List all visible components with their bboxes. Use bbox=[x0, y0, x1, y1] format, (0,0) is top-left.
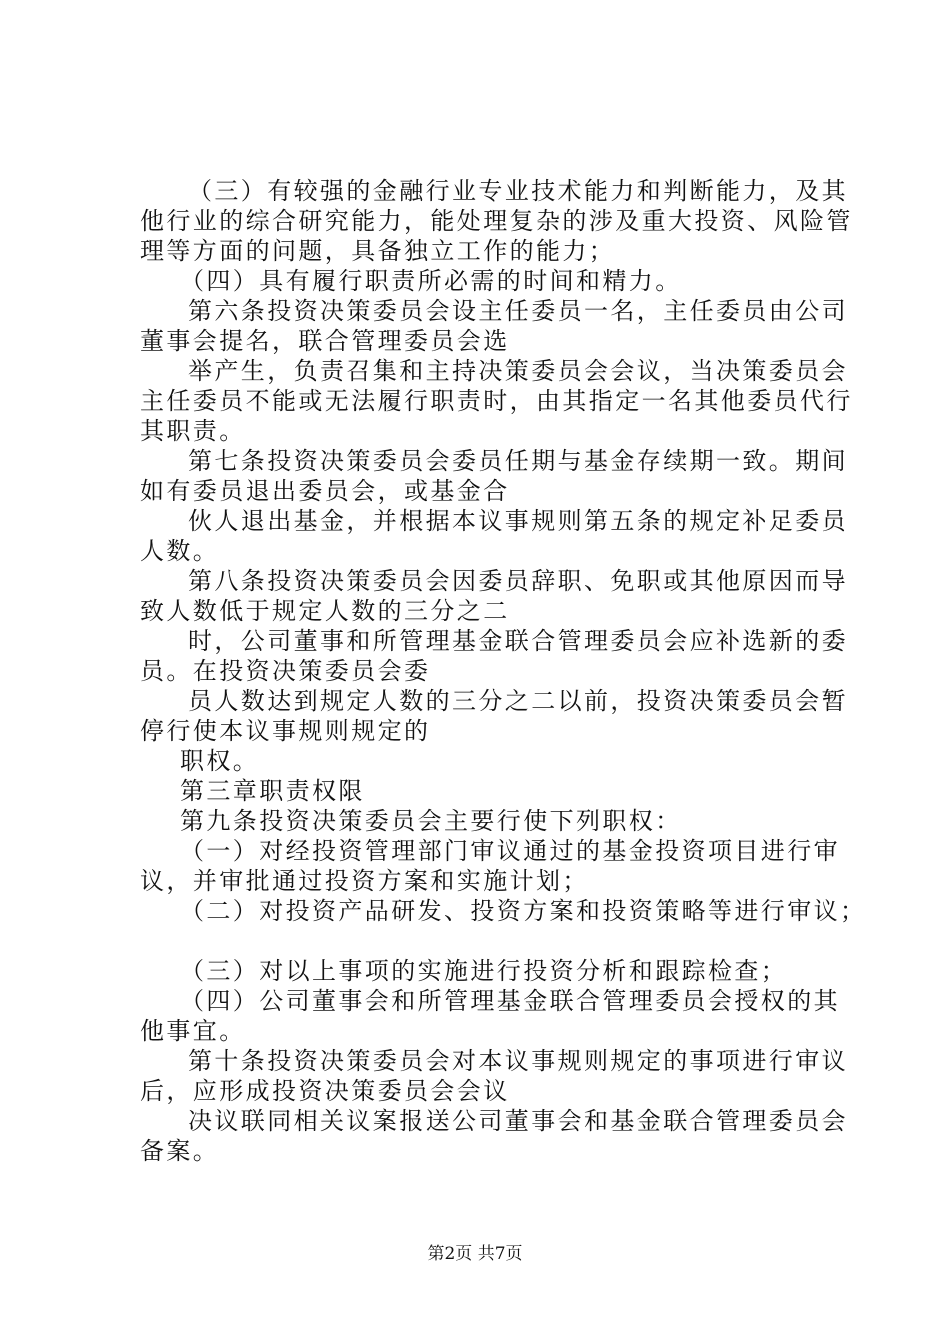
paragraph-line: 致人数低于规定人数的三分之二 bbox=[140, 597, 510, 625]
paragraph-line: 举产生，负责召集和主持决策委员会会议，当决策委员会 bbox=[188, 357, 848, 385]
chapter-heading: 第三章职责权限 bbox=[180, 777, 365, 805]
paragraph-line: 第十条投资决策委员会对本议事规则规定的事项进行审议 bbox=[188, 1047, 848, 1075]
blank-line bbox=[140, 926, 840, 956]
paragraph-line: 员人数达到规定人数的三分之二以前，投资决策委员会暂 bbox=[188, 687, 848, 715]
paragraph-line: 时，公司董事和所管理基金联合管理委员会应补选新的委 bbox=[188, 627, 848, 655]
paragraph-line: 备案。 bbox=[140, 1137, 220, 1165]
paragraph-line: 他事宜。 bbox=[140, 1017, 246, 1045]
paragraph-line: （四）具有履行职责所必需的时间和精力。 bbox=[180, 267, 682, 295]
paragraph-line: 其职责。 bbox=[140, 417, 246, 445]
paragraph-line: 第九条投资决策委员会主要行使下列职权： bbox=[180, 807, 682, 835]
paragraph-line: （三）对以上事项的实施进行投资分析和跟踪检查； bbox=[180, 957, 788, 985]
paragraph-line: 决议联同相关议案报送公司董事会和基金联合管理委员会 bbox=[188, 1107, 848, 1135]
paragraph-line: 第八条投资决策委员会因委员辞职、免职或其他原因而导 bbox=[188, 567, 848, 595]
paragraph-line: （一）对经投资管理部门审议通过的基金投资项目进行审 bbox=[180, 837, 840, 865]
paragraph-line: （三）有较强的金融行业专业技术能力和判断能力，及其 bbox=[188, 177, 848, 205]
document-body bbox=[140, 176, 867, 1166]
paragraph-line: （二）对投资产品研发、投资方案和投资策略等进行审议； bbox=[180, 897, 867, 925]
paragraph-line: 第七条投资决策委员会委员任期与基金存续期一致。期间 bbox=[188, 447, 848, 475]
paragraph-line: 理等方面的问题，具备独立工作的能力； bbox=[140, 237, 616, 265]
paragraph-line: 停行使本议事规则规定的 bbox=[140, 717, 431, 745]
paragraph-line: 职权。 bbox=[180, 747, 260, 775]
paragraph-line: 伙人退出基金，并根据本议事规则第五条的规定补足委员 bbox=[188, 507, 848, 535]
paragraph-line: 如有委员退出委员会，或基金合 bbox=[140, 477, 510, 505]
paragraph-line: 员。在投资决策委员会委 bbox=[140, 657, 431, 685]
paragraph-line: 后，应形成投资决策委员会会议 bbox=[140, 1077, 510, 1105]
paragraph-line: 主任委员不能或无法履行职责时，由其指定一名其他委员代行 bbox=[140, 387, 853, 415]
paragraph-line: 董事会提名，联合管理委员会选 bbox=[140, 327, 510, 355]
paragraph-line: 议，并审批通过投资方案和实施计划； bbox=[140, 867, 589, 895]
paragraph-line: 第六条投资决策委员会设主任委员一名，主任委员由公司 bbox=[188, 297, 848, 325]
paragraph-line: （四）公司董事会和所管理基金联合管理委员会授权的其 bbox=[180, 987, 840, 1015]
paragraph-line: 人数。 bbox=[140, 537, 220, 565]
paragraph-line: 他行业的综合研究能力，能处理复杂的涉及重大投资、风险管 bbox=[140, 207, 853, 235]
page-number-footer: 第2页 共7页 bbox=[427, 1244, 523, 1264]
